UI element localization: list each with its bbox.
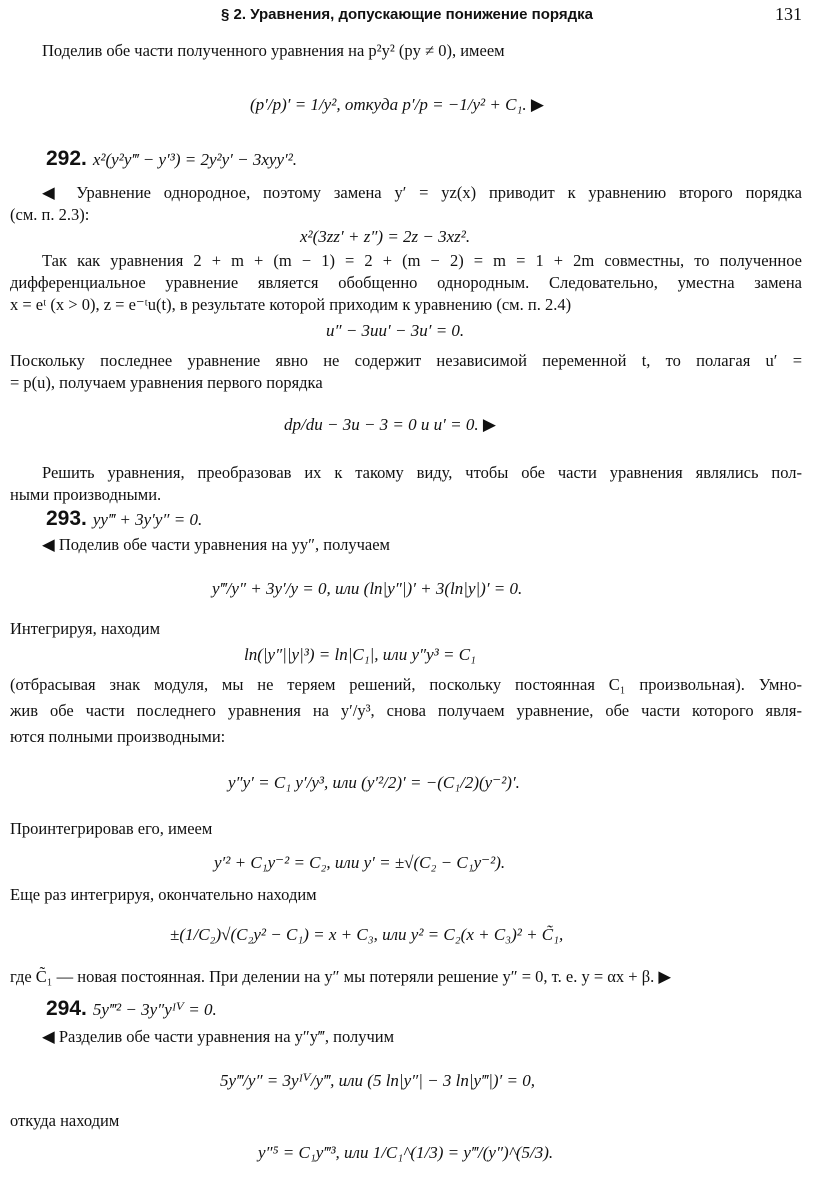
text-line: где C̃₁ — новая постоянная. При делении на y″ мы потеряли решение y″ = 0, т. е. y = αx + β. ▶: [10, 967, 672, 986]
problem-number: 292.: [46, 147, 87, 170]
problem-294: [46, 998, 217, 1021]
text-line: = p(u), получаем уравнения первого порядка: [10, 373, 323, 392]
text-line: (см. п. 2.3):: [10, 205, 90, 224]
text-line: Проинтегрировав его, имеем: [10, 819, 213, 838]
formula: y′² + C₁y⁻² = C₂, или y′ = ±√(C₂ − C₁y⁻²).: [214, 853, 506, 872]
problem-292: [46, 148, 297, 171]
text-line: ◀ Разделив обе части уравнения на y″y‴, получим: [42, 1027, 395, 1046]
formula: u″ − 3uu′ − 3u′ = 0.: [326, 321, 465, 340]
text-line: откуда находим: [10, 1111, 120, 1130]
formula: 5y‴/y″ = 3yᴵⱽ/y‴, или (5 ln|y″| − 3 ln|y‴|)′ = 0,: [220, 1071, 535, 1090]
text-line: Еще раз интегрируя, окончательно находим: [10, 885, 317, 904]
text-line: жив обе части последнего уравнения на y′/y³, снова получаем уравнение, обе части которого явля-: [10, 701, 802, 720]
problem-293: [46, 508, 202, 531]
formula: (p′/p)′ = 1/y², откуда p′/p = −1/y² + C₁. ▶: [250, 95, 544, 114]
text-line: Поделив обе части полученного уравнения на p²y² (py ≠ 0), имеем: [42, 41, 505, 60]
formula: dp/du − 3u − 3 = 0 и u′ = 0. ▶: [284, 415, 496, 434]
formula: ln(|y″||y|³) = ln|C₁|, или y″y³ = C₁: [244, 645, 476, 664]
problem-equation: yy‴ + 3y′y″ = 0.: [92, 510, 203, 529]
formula: y‴/y″ + 3y′/y = 0, или (ln|y″|)′ + 3(ln|y|)′ = 0.: [212, 579, 523, 598]
text-line: Решить уравнения, преобразовав их к такому виду, чтобы обе части уравнения являлись пол-: [42, 463, 802, 482]
text-line: x = eᵗ (x > 0), z = e⁻ᵗu(t), в результате которой приходим к уравнению (см. п. 2.4): [10, 295, 572, 314]
section-title: § 2. Уравнения, допускающие понижение порядка: [221, 6, 593, 23]
formula: ±(1/C₂)√(C₂y² − C₁) = x + C₃, или y² = C₂(x + C₃)² + C̃₁,: [170, 925, 564, 944]
problem-number: 293.: [46, 507, 87, 530]
text-line: Так как уравнения 2 + m + (m − 1) = 2 + (m − 2) = m = 1 + 2m совместны, то полученное: [42, 251, 802, 270]
formula: y″⁵ = C₁y‴³, или 1/C₁^(1/3) = y‴/(y″)^(5/3).: [258, 1143, 554, 1162]
text-line: ◀ Поделив обе части уравнения на yy″, получаем: [42, 535, 390, 554]
text-line: Поскольку последнее уравнение явно не содержит независимой переменной t, то полагая u′ =: [10, 351, 802, 370]
text-line: ными производными.: [10, 485, 162, 504]
page-number: 131: [775, 4, 802, 24]
formula: y″y′ = C₁ y′/y³, или (y′²/2)′ = −(C₁/2)(y⁻²)′.: [228, 773, 520, 792]
text-line: ются полными производными:: [10, 727, 226, 746]
text-line: Интегрируя, находим: [10, 619, 161, 638]
text-line: (отбрасывая знак модуля, мы не теряем решений, поскольку постоянная C₁ произвольная). Умно-: [10, 675, 802, 694]
problem-equation: x²(y²y‴ − y′³) = 2y²y′ − 3xyy′².: [92, 150, 298, 169]
problem-number: 294.: [46, 997, 87, 1020]
running-header: [0, 4, 814, 28]
problem-equation: 5y‴² − 3y″yᴵⱽ = 0.: [92, 1000, 217, 1019]
text-line: ◀ Уравнение однородное, поэтому замена y′ = yz(x) приводит к уравнению второго порядка: [42, 183, 802, 202]
formula: x²(3zz′ + z″) = 2z − 3xz².: [300, 227, 471, 246]
text-line: дифференциальное уравнение является обобщенно однородным. Следовательно, уместна замена: [10, 273, 802, 292]
